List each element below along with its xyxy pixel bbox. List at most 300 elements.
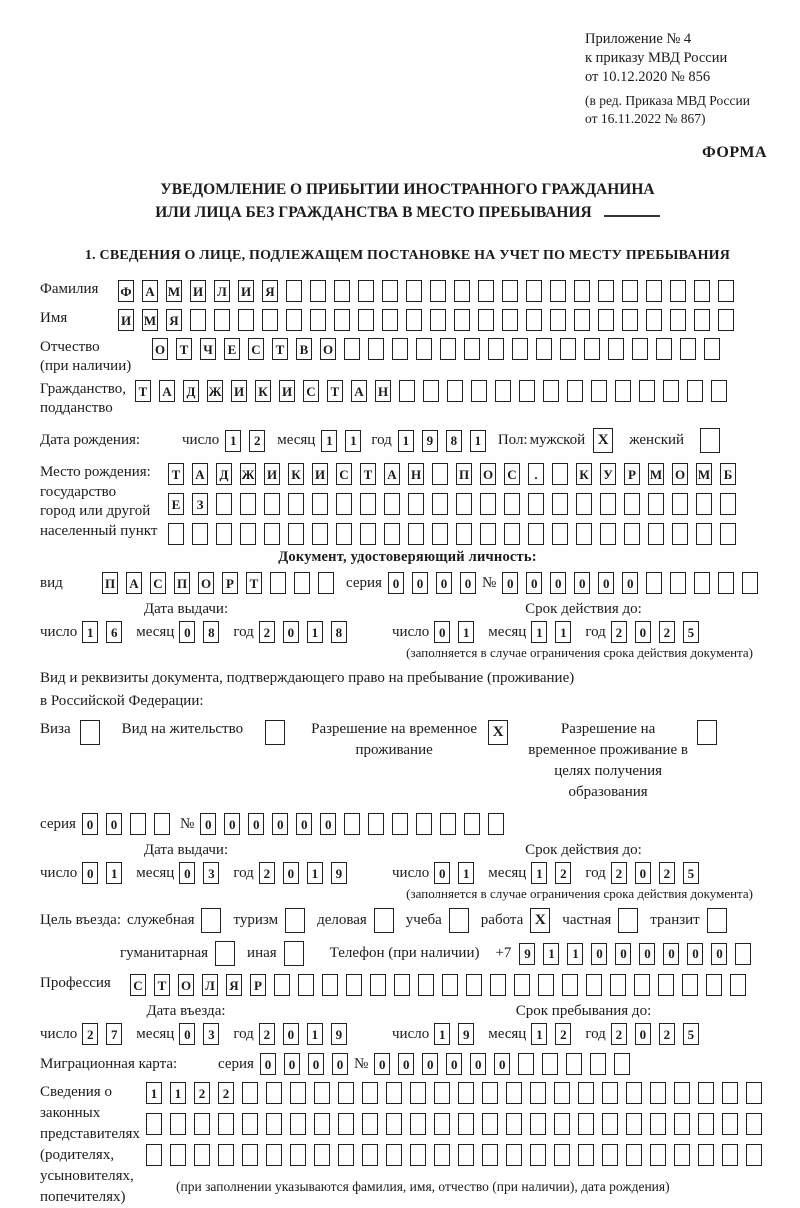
char-cell <box>464 813 480 835</box>
char-cell <box>526 280 542 302</box>
citizenship-label: Гражданство, подданство <box>40 381 127 416</box>
purpose-row1 <box>40 908 775 933</box>
appendix-line: Приложение № 4 <box>585 31 692 47</box>
char-cell <box>526 309 542 331</box>
char-cell <box>639 380 655 402</box>
identity-doc-dates <box>40 601 775 643</box>
char-cell: А <box>192 463 208 485</box>
entry-month-cells <box>179 1023 219 1045</box>
char-cell <box>488 813 504 835</box>
char-cell <box>370 974 386 996</box>
char-cell <box>482 1082 498 1104</box>
char-cell: Ж <box>207 380 223 402</box>
representatives-cells-row1 <box>146 1082 762 1104</box>
profession-row <box>40 974 775 996</box>
month-label: месяц <box>488 1025 527 1042</box>
char-cell <box>672 523 688 545</box>
name-cells <box>118 309 734 331</box>
char-cell: Р <box>222 572 238 594</box>
char-cell: 0 <box>635 862 651 884</box>
char-cell: И <box>118 309 134 331</box>
char-cell: П <box>174 572 190 594</box>
char-cell: 1 <box>458 862 474 884</box>
char-cell: 0 <box>283 1023 299 1045</box>
expiry-year-cells <box>611 621 699 643</box>
official-checkbox <box>201 908 221 933</box>
char-cell: 1 <box>434 1023 450 1045</box>
char-cell: 3 <box>203 862 219 884</box>
char-cell: Т <box>327 380 343 402</box>
visa-checkbox <box>80 720 100 745</box>
entry-stay-dates <box>40 1003 775 1045</box>
patronymic-row <box>40 338 775 376</box>
appendix-line: к приказу МВД России <box>585 50 728 66</box>
char-cell <box>242 1113 258 1135</box>
char-cell <box>578 1113 594 1135</box>
char-cell: 1 <box>170 1082 186 1104</box>
char-cell: 7 <box>106 1023 122 1045</box>
char-cell: Т <box>168 463 184 485</box>
char-cell: 1 <box>307 621 323 643</box>
char-cell <box>344 338 360 360</box>
char-cell <box>672 493 688 515</box>
expiry-month-cells <box>531 621 571 643</box>
representatives-cells-row2 <box>146 1113 762 1135</box>
issue-year-cells <box>259 621 347 643</box>
char-cell: Т <box>135 380 151 402</box>
char-cell <box>264 493 280 515</box>
phone-label: Телефон (при наличии) <box>329 945 480 961</box>
char-cell <box>416 813 432 835</box>
char-cell <box>312 493 328 515</box>
char-cell <box>146 1113 162 1135</box>
char-cell: 0 <box>635 621 651 643</box>
char-cell: М <box>696 463 712 485</box>
char-cell <box>648 493 664 515</box>
surname-row <box>40 280 775 302</box>
char-cell: 0 <box>635 1023 651 1045</box>
char-cell: 0 <box>224 813 240 835</box>
char-cell: 2 <box>659 621 675 643</box>
char-cell: 0 <box>82 862 98 884</box>
entry-caption: Дата въезда: <box>146 1003 226 1019</box>
char-cell <box>264 523 280 545</box>
citizenship-cells <box>135 380 727 402</box>
char-cell: 8 <box>203 621 219 643</box>
char-cell <box>216 523 232 545</box>
char-cell <box>194 1113 210 1135</box>
char-cell: 1 <box>531 1023 547 1045</box>
char-cell <box>504 523 520 545</box>
char-cell <box>698 1113 714 1135</box>
char-cell <box>598 309 614 331</box>
char-cell <box>742 572 758 594</box>
char-cell: Ж <box>240 463 256 485</box>
char-cell: 1 <box>567 943 583 965</box>
char-cell <box>286 280 302 302</box>
char-cell <box>550 309 566 331</box>
doc-number-cells <box>502 572 758 594</box>
char-cell <box>576 493 592 515</box>
series-label: серия <box>40 815 76 832</box>
option-visa: Виза <box>40 719 100 745</box>
char-cell <box>336 493 352 515</box>
day-label: число <box>392 1025 430 1042</box>
char-cell: И <box>264 463 280 485</box>
char-cell <box>262 309 278 331</box>
issue-month-cells <box>179 621 219 643</box>
char-cell: 1 <box>555 621 571 643</box>
char-cell: 0 <box>663 943 679 965</box>
char-cell <box>362 1082 378 1104</box>
birth-date-label: Дата рождения: <box>40 432 141 448</box>
char-cell: 1 <box>106 862 122 884</box>
char-cell: 0 <box>388 572 404 594</box>
char-cell: 2 <box>659 1023 675 1045</box>
char-cell <box>722 1113 738 1135</box>
char-cell: 2 <box>611 862 627 884</box>
birth-year-cells <box>398 430 486 452</box>
char-cell <box>718 280 734 302</box>
char-cell: 0 <box>434 621 450 643</box>
char-cell <box>600 523 616 545</box>
char-cell <box>336 523 352 545</box>
work-checkbox: X <box>530 908 550 933</box>
char-cell: И <box>190 280 206 302</box>
char-cell: 2 <box>611 621 627 643</box>
char-cell: Я <box>226 974 242 996</box>
char-cell <box>562 974 578 996</box>
char-cell <box>408 493 424 515</box>
month-label: месяц <box>488 623 527 640</box>
option-residence-permit: Вид на жительство <box>122 719 285 745</box>
char-cell <box>584 338 600 360</box>
char-cell: 0 <box>179 621 195 643</box>
char-cell: 0 <box>200 813 216 835</box>
birth-place-cells-row3 <box>168 523 736 545</box>
birth-day-cells <box>225 430 265 452</box>
form-title <box>40 179 775 224</box>
char-cell: Е <box>224 338 240 360</box>
year-label: год <box>233 1025 254 1042</box>
residence-series-cells <box>82 813 170 835</box>
char-cell <box>334 280 350 302</box>
char-cell: 5 <box>683 621 699 643</box>
char-cell <box>698 1082 714 1104</box>
char-cell <box>622 309 638 331</box>
profession-label: Профессия <box>40 975 111 991</box>
temp-residence-checkbox: X <box>488 720 508 745</box>
birth-month-cells <box>321 430 361 452</box>
purpose-transit: транзит <box>650 908 726 933</box>
representatives-note: (при заполнении указываются фамилия, имя, отчество (при наличии), дата рождения) <box>176 1179 670 1194</box>
char-cell: О <box>672 463 688 485</box>
char-cell: 1 <box>82 621 98 643</box>
tourism-checkbox <box>285 908 305 933</box>
char-cell: 0 <box>248 813 264 835</box>
char-cell <box>170 1113 186 1135</box>
char-cell <box>266 1082 282 1104</box>
char-cell <box>694 572 710 594</box>
char-cell <box>458 1082 474 1104</box>
char-cell: 9 <box>422 430 438 452</box>
char-cell <box>614 1053 630 1075</box>
char-cell: 0 <box>106 813 122 835</box>
char-cell <box>406 280 422 302</box>
char-cell: Т <box>360 463 376 485</box>
char-cell <box>318 572 334 594</box>
char-cell: П <box>102 572 118 594</box>
char-cell <box>552 463 568 485</box>
month-label: месяц <box>488 864 527 881</box>
char-cell <box>650 1082 666 1104</box>
month-label: месяц <box>136 623 175 640</box>
char-cell <box>506 1082 522 1104</box>
char-cell <box>528 523 544 545</box>
name-row <box>40 309 775 331</box>
char-cell <box>567 380 583 402</box>
char-cell <box>478 309 494 331</box>
char-cell: Б <box>720 463 736 485</box>
char-cell <box>346 974 362 996</box>
char-cell <box>478 280 494 302</box>
appendix-block <box>585 30 775 128</box>
char-cell <box>722 1082 738 1104</box>
char-cell <box>674 1082 690 1104</box>
entry-day-cells <box>82 1023 122 1045</box>
char-cell <box>704 338 720 360</box>
char-cell <box>288 493 304 515</box>
char-cell <box>480 493 496 515</box>
char-cell <box>622 280 638 302</box>
char-cell <box>591 380 607 402</box>
char-cell <box>504 493 520 515</box>
migration-card-label: Миграционная карта: <box>40 1055 178 1072</box>
char-cell: Н <box>408 463 424 485</box>
sex-male-label: мужской <box>529 432 586 448</box>
char-cell <box>432 493 448 515</box>
char-cell <box>554 1082 570 1104</box>
char-cell: В <box>296 338 312 360</box>
residence-expiry-note: (заполняется в случае ограничения срока действия документа) <box>406 886 753 901</box>
option-temp-residence-education: Разрешение на временное проживание в целях получения образования <box>528 719 717 803</box>
char-cell <box>442 974 458 996</box>
char-cell <box>586 974 602 996</box>
char-cell: 1 <box>321 430 337 452</box>
char-cell: А <box>384 463 400 485</box>
char-cell: 2 <box>659 862 675 884</box>
char-cell <box>602 1113 618 1135</box>
char-cell <box>192 523 208 545</box>
char-cell: Р <box>624 463 640 485</box>
form-title-line1: УВЕДОМЛЕНИЕ О ПРИБЫТИИ ИНОСТРАННОГО ГРАЖДАНИНА <box>160 181 655 198</box>
char-cell <box>590 1053 606 1075</box>
char-cell <box>650 1113 666 1135</box>
char-cell <box>410 1113 426 1135</box>
char-cell: 2 <box>555 862 571 884</box>
purpose-tourism: туризм <box>233 908 305 933</box>
char-cell <box>423 380 439 402</box>
char-cell <box>288 523 304 545</box>
char-cell <box>718 309 734 331</box>
char-cell: Л <box>202 974 218 996</box>
char-cell <box>552 493 568 515</box>
char-cell: 0 <box>422 1053 438 1075</box>
char-cell: 0 <box>332 1053 348 1075</box>
char-cell <box>214 309 230 331</box>
forma-label: ФОРМА <box>701 144 767 161</box>
char-cell <box>608 338 624 360</box>
birth-date-row <box>40 428 775 453</box>
appendix-line: от 10.12.2020 № 856 <box>585 69 711 85</box>
year-label: год <box>585 623 606 640</box>
char-cell: К <box>255 380 271 402</box>
number-label: № <box>481 574 497 591</box>
char-cell: 1 <box>307 862 323 884</box>
char-cell: Р <box>250 974 266 996</box>
char-cell: 3 <box>203 1023 219 1045</box>
char-cell: 1 <box>543 943 559 965</box>
other-checkbox <box>284 941 304 966</box>
purpose-label: Цель въезда: <box>40 912 121 928</box>
char-cell: 0 <box>283 862 299 884</box>
stay-month-cells <box>531 1023 571 1045</box>
char-cell: 1 <box>531 621 547 643</box>
char-cell: 0 <box>436 572 452 594</box>
expiry-note: (заполняется в случае ограничения срока действия документа) <box>406 645 753 660</box>
stay-year-cells <box>611 1023 699 1045</box>
char-cell: С <box>130 974 146 996</box>
char-cell: 0 <box>550 572 566 594</box>
char-cell <box>646 309 662 331</box>
char-cell <box>238 309 254 331</box>
char-cell <box>694 309 710 331</box>
residence-doc-intro: Вид и реквизиты документа, подтверждающего право на пребывание (проживание) в Российской Федерации: <box>40 670 575 709</box>
year-label: год <box>233 623 254 640</box>
char-cell <box>360 493 376 515</box>
char-cell <box>514 974 530 996</box>
char-cell <box>416 338 432 360</box>
year-label: год <box>371 432 392 448</box>
residence-issue-day-cells <box>82 862 122 884</box>
char-cell: 9 <box>331 862 347 884</box>
char-cell <box>730 974 746 996</box>
day-label: число <box>40 1025 78 1042</box>
char-cell <box>447 380 463 402</box>
char-cell: 1 <box>307 1023 323 1045</box>
char-cell: 8 <box>446 430 462 452</box>
char-cell: 0 <box>82 813 98 835</box>
char-cell: 0 <box>526 572 542 594</box>
char-cell: У <box>600 463 616 485</box>
char-cell <box>720 523 736 545</box>
sex-female-checkbox <box>700 428 720 453</box>
char-cell: Я <box>262 280 278 302</box>
number-label: № <box>353 1055 369 1072</box>
surname-label: Фамилия <box>40 281 99 297</box>
char-cell <box>680 338 696 360</box>
char-cell: Т <box>176 338 192 360</box>
char-cell <box>434 1113 450 1135</box>
char-cell: Т <box>154 974 170 996</box>
char-cell: 2 <box>259 621 275 643</box>
title-blank-line <box>604 201 660 217</box>
char-cell <box>310 309 326 331</box>
stay-caption: Срок пребывания до: <box>515 1003 652 1019</box>
char-cell: Л <box>214 280 230 302</box>
char-cell <box>538 974 554 996</box>
char-cell <box>362 1113 378 1135</box>
char-cell <box>566 1053 582 1075</box>
char-cell: 0 <box>591 943 607 965</box>
char-cell <box>344 813 360 835</box>
residence-expiry-year-cells <box>611 862 699 884</box>
char-cell: 2 <box>611 1023 627 1045</box>
char-cell: . <box>528 463 544 485</box>
char-cell: Ч <box>200 338 216 360</box>
char-cell: 2 <box>249 430 265 452</box>
char-cell <box>338 1113 354 1135</box>
residence-doc-options <box>40 719 775 803</box>
char-cell: А <box>159 380 175 402</box>
char-cell <box>382 280 398 302</box>
char-cell <box>190 309 206 331</box>
char-cell <box>298 974 314 996</box>
char-cell: Т <box>272 338 288 360</box>
residence-issue-year-cells <box>259 862 347 884</box>
char-cell <box>386 1113 402 1135</box>
char-cell: 0 <box>260 1053 276 1075</box>
char-cell <box>454 309 470 331</box>
char-cell: Я <box>166 309 182 331</box>
char-cell <box>440 338 456 360</box>
char-cell <box>488 338 504 360</box>
day-label: число <box>40 623 78 640</box>
sex-female-label: женский <box>629 432 685 448</box>
char-cell <box>552 523 568 545</box>
temp-residence-education-checkbox <box>697 720 717 745</box>
char-cell: А <box>351 380 367 402</box>
char-cell <box>602 1082 618 1104</box>
char-cell <box>454 280 470 302</box>
char-cell: 9 <box>458 1023 474 1045</box>
char-cell <box>290 1082 306 1104</box>
char-cell <box>432 463 448 485</box>
humanitarian-checkbox <box>215 941 235 966</box>
char-cell <box>720 493 736 515</box>
char-cell: М <box>166 280 182 302</box>
char-cell <box>626 1082 642 1104</box>
char-cell: 1 <box>458 621 474 643</box>
day-label: число <box>392 623 430 640</box>
residence-doc-dates <box>40 842 775 884</box>
char-cell: 0 <box>639 943 655 965</box>
char-cell: 2 <box>82 1023 98 1045</box>
year-label: год <box>585 864 606 881</box>
char-cell <box>406 309 422 331</box>
char-cell <box>694 280 710 302</box>
char-cell <box>386 1082 402 1104</box>
migration-card-row <box>40 1053 775 1075</box>
char-cell <box>554 1113 570 1135</box>
issue-caption: Дата выдачи: <box>143 842 229 858</box>
sex-male-checkbox: X <box>593 428 613 453</box>
char-cell: С <box>248 338 264 360</box>
char-cell <box>542 1053 558 1075</box>
char-cell: 9 <box>519 943 535 965</box>
char-cell: 0 <box>296 813 312 835</box>
char-cell: 8 <box>331 621 347 643</box>
